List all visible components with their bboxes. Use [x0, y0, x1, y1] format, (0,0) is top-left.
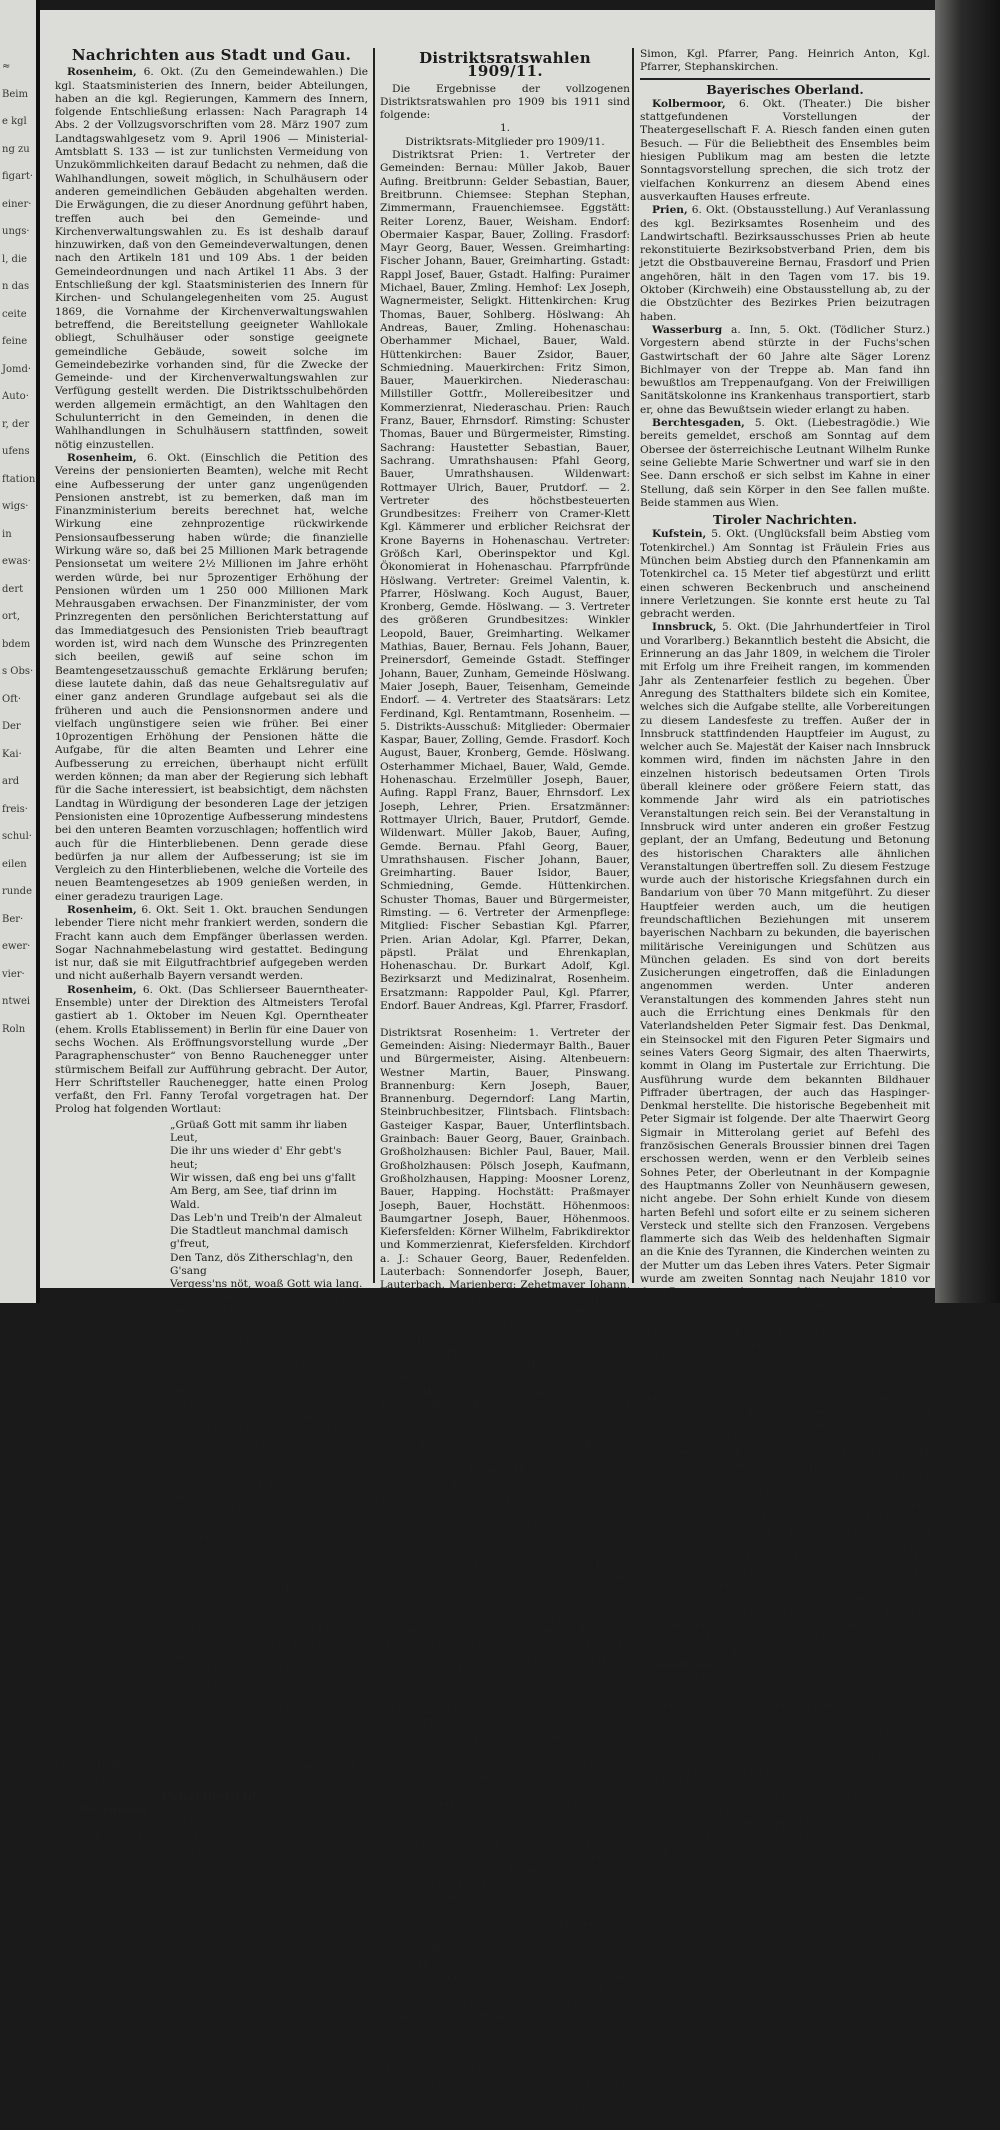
article-kufstein-accident: Kufstein, 5. Okt. (Unglücksfall beim Abstieg vom Totenkirchel.) Am Sonntag ist Fräulein Fries aus München beim Abstieg durch den Pfannenkamin am Totenkirchel ca. 15 Meter tief abgestürzt und erlitt einen schweren Beckenbruch und anscheinend innere Verletzungen. Sie konnte erst heute zu Tal gebracht werden. — [640, 528, 930, 621]
article-prien-fruit-exhibition: Prien, 6. Okt. (Obstausstellung.) Auf Veranlassung des kgl. Bezirksamtes Rosenheim und des Landwirtschaftl. Bezirksausschusses Prien ab heute rekonstituierte Bezirksobstverband Prien, dem bis jetzt die Obstbauvereine Bernau, Frasdorf und Prien angehören, hält in den Tagen vom 17. bis 19. Oktober (Kirchweih) eine Obstausstellung ab, zu der die Obstzüchter des Bezirkes Prien beizutragen haben. — [640, 204, 930, 323]
fragment-line: ewas· — [2, 556, 31, 567]
fragment-line: e kgl — [2, 116, 27, 127]
fragment-line: feine — [2, 336, 28, 347]
article-berchtesgaden-tragedy: Berchtesgaden, 5. Okt. (Liebestragödie.) Wie bereits gemeldet, erschoß am Sonntag auf dem Obersee der österreichische Leutnant Wilhelm Runke seine Geliebte Marie Schwertner und warf sie in den See. Dann erschoß er sich selbst im Kahne in einer Stellung, daß sein Körper in den See fallen mußte. Beide stammen aus Wien. — [640, 417, 930, 509]
fragment-line: ≈ — [2, 61, 11, 72]
fragment-line: Oft· — [2, 693, 22, 705]
fragment-line: l, die — [2, 253, 28, 265]
fragment-line: ceite — [2, 308, 27, 320]
fragment-line: Beim — [2, 88, 28, 100]
fragment-line: Ber· — [2, 913, 24, 925]
page-edge-shadow — [935, 0, 1000, 1303]
fragment-line: in — [2, 528, 12, 540]
article-innsbruck-centenary: Innsbruck, 5. Okt. (Die Jahrhundertfeier in Tirol und Vorarlberg.) Bekanntlich besteht die Absicht, die Erinnerung an das Jahr 1809, in welchem die Tiroler mit Erfolg um ihre Freiheit rangen, im kommenden Jahr als Zentenarfeier festlich zu begehen. Über Anregung des Statthalters bildete sich ein Komitee, welches sich die Aufgabe stellte, alle Vorbereitungen zu diesem Landesfeste zu treffen. Außer der in Innsbruck stattfindenden Hauptfeier im August, zu welcher auch Se. Majestät der Kaiser nach Innsbruck kommen wird, finden im nächsten Jahre in den einzelnen historisch bedeutsamen Orten Tirols überall kleinere oder größere Feiern statt, das kommende Jahr wird als ein patriotisches Veranstaltungen reich sein. Bei der Veranstaltung in Innsbruck wird unter anderen ein großer Festzug geplant, der an Umfang, Bedeutung und Betonung des historischen Charakters alle ähnlichen Veranstaltungen übertreffen soll. Zu diesem Festzuge wurde auch der historische Kriegsfahnen durch ein Bandarium von über 70 Mann mitgeführt. Zu dieser Hauptfeier werden auch, um die heutigen freundschaftlichen Beziehungen mit unserem bayerischen Nachbarn zu bekunden, die bayerischen militärische Vereinigungen und Schützen aus München geladen. Es sind von dort bereits Zusicherungen eingetroffen, daß die Einladungen angenommen werden. Unter anderen Veranstaltungen des kommenden Jahres steht nun auch die Errichtung eines Denkmals für den Vaterlandshelden Peter Sigmair fest. Das Denkmal, ein Steinsockel mit den Figuren Peter Sigmairs und seines Vaters Georg Sigmair, des alten Thaerwirts, kommt in Olang im Pustertale zur Errichtung. Die Ausführung wurde dem bekannten Bildhauer Piffrader übertragen, der auch das Haspinger-Denkmal herstellte. Die historische Begebenheit mit Peter Sigmair ist folgende. Der alte Thaerwirt Georg Sigmair in Mitterolang geriet auf Befehl des französischen Generals Broussier binnen drei Tagen erschossen werden, wenn er den Verbleib seines Sohnes Peter, der Oberleutnant in der Kompagnie des Hauptmanns Zoller von Neunhäusern gewesen, nicht angebe. Der Sohn erhielt Kunde von diesem harten Befehl und sofort eilte er zu seinem sicheren Versteck und stellte sich den Franzosen. Vergebens flammerte sich das Weib des heldenhaften Sigmair an die Knie des Tyrannen, die Kinderchen weinten zu der Mutter um das Leben ihres Vaters. Peter Sigmair wurde am zweiten Sonntag nach Neujahr 1810 vor dem Baumgartnerhause zu Mitterolang erschossen. Die einzige Vergünstigung, welche der Franzose gestattete, war, daß Sigmair nicht, wie es ursprünglich beabsichtigt und angeordnet war, vor seinem Vaterhause erschossen und dann an einem Galgen aufgehängt werden sollte. Das Andenken dieses heldenmütigen Opfers soll so am besten die Nachwelt überliefert. Wie der Festzug und all die übrigen kleinen Einzelheiten aus den Zeiten der Befreiungskriege. Die hervorragendsten Helden und Dulder dieser schweren Zeit sollen nun, wie es sich gebührt, aus Anlaß der Zentenarfeier im kommenden Jahre geehrt werden. Auch das Land Vorarlberg plant eine würdige Begehung des Erinnerungsjahres. Das Komitee, welches sich zu diesem Zwecke bildete, hat am 2. d. Mts. einen Entwurf für einen historischen Schützen- und Soldatenfest-Festzug in Bregenz ausgearbeitet. Der Landeshauptmann, Reichstagsabgeordneter und Herrenhausmitglied Rhomberg, Reichsratsabgeordneter Fink, Bürgermeister Dr. Kinz-Feldkirch, Bürgermeister Dr. Peer-Feldkirch und Landesausschußmitglied Dr. Drexel richteten an das Allerhöchste Hoflager zu Wien an den Kaiser und den Thronfolger Erzherzog Franz Ferdinand zur Teilnahme an dem in Bregenz stattfindenden Vorarlberger Feste einzuladen. Der Erzherzog Eugen wird um die Übernahme des Protektorats des Festzuges gebeten. — [640, 621, 930, 1658]
article-police-rucksack: P. Rosenheim, 6. Okt. Am Samstag abends halb 6 Uhr wurde am hiesigen Bahnhof ein Rucksack entwendet, der dort auf einer Bank lag. Im Rucksack befanden sich ein Paar frisch gesohlte Frauenschuhe und mehrere Romanhefte. — [55, 1803, 368, 1870]
fragment-line: ftation — [2, 473, 36, 485]
article-pensions: Rosenheim, 6. Okt. (Einschlich die Petition des Vereins der pensionierten Beamten), welche mit Recht eine Aufbesserung der unter ganz ungenügenden Pensionen anstrebt, ist zu bemerken, daß man im Finanzministerium bereits berechnet hat, welche Wirkung eine zehnprozentige rückwirkende Pensionsaufbesserung haben würde; die finanzielle Wirkung wäre so, daß bei 25 Millionen Mark betragende Pensionsetat um weitere 2½ Millionen im Jahre erhöht werden würde, bei nur 5prozentiger Erhöhung der Pensionen würden um 1 250 000 Millionen Mark Mehrausgaben erwachsen. Der Finanzminister, der vom Prinzregenten den persönlichen Berichterstattung auf das Immediatgesuch des Pensionisten Trieb beauftragt worden ist, wird nach dem Wunsche des Prinzregenten sich beeilen, gewiß auf seine schon im Beamtengesetzausschuß gemachte Erklärung berufen; diese lautete dahin, daß das neue Gehaltsregulativ auf einer ganz anderen Grundlage aufgebaut sei als die früheren und auch die Pensionsnormen andere und vielfach ungünstigere seien wie früher. Bei einer 10prozentigen Erhöhung der Pensionen hätte die Aufgabe, für die alten Beamten und Lehrer eine Aufbesserung zu erreichen, überhaupt nicht erfüllt werden können; da man aber der Regierung sich lebhaft für die Sache interessiert, ist beabsichtigt, dem nächsten Landtag in Würdigung der besonderen Lage der jetzigen Pensionisten eine 10prozentige Aufbesserung mindestens bei den unteren Beamten vorzuschlagen; hoffentlich wird auch für die Hinterbliebenen. Denn gerade diese bedürfen ja nur allem der Aufbesserung; ist sie im Vergleich zu den Hinterbliebenen, welche die Vorteile des neuen Beamtengesetzes ab 1909 genießen werden, in einer geradezu traurigen Lage. — [55, 451, 368, 903]
article-innsbruck-train-death: Innsbruck, 4. Okt. (Vom Zuge getötet.) Der Zeltwarenfabrikant Fritz Spiegel aus Innsbruck, früher Kronenwirt in Oberdorf, fuhr am 2. d. Mts. abends mit seinem zweispännigen Fuhrwerk von Bregenz nach Dornbirn zurück. In der Nähe von Lauterach befand sich er an der Kreuzung der Reichsstraße mit der Arlbergbahn vor einem herannahenden Zuge, er fuhr in der Dunkelheit auf den Bahnkörper hinauf. Die Pferde rissen sich von der Deichsel los, der Wagen aber, in dem Spiegel saß, wurde zertrümmert. Der Mann wurde von der Lokomotive erfaßt und ein Stück weit mitgeschleift. Als man den Zug zum Stehen brachte, fand man den Körper des Mannes in gräßlich zerfetztem Zustande auf. Er starb auf der Stelle. — [640, 1658, 930, 1857]
article-kolbermoor-theater: Kolbermoor, 6. Okt. (Theater.) Die bisher stattgefundenen Vorstellungen der Theatergesellschaft F. A. Riesch fanden einen guten Besuch. — Für die Beliebtheit des Ensembles beim hiesigen Publikum mag am besten die letzte Sonntagsvorstellung sprechen, die sich trotz der vielfachen Konkurrenz an diesem Abend eines ausverkauften Hauses erfreute. — [640, 97, 930, 203]
section-heading-tyrol-news: Tiroler Nachrichten. — [712, 512, 858, 528]
fragment-line: dert — [2, 583, 24, 595]
section-numeral: 1. — [499, 122, 511, 135]
fragment-line: Auto· — [2, 391, 29, 402]
column-3 — [632, 48, 930, 1857]
fragment-line: wigs· — [2, 501, 29, 512]
section-heading-bavarian-oberland: Bayerisches Oberland. — [706, 81, 864, 97]
fragment-line: Der — [2, 721, 21, 732]
district-members-list: Distriktsrat Prien: 1. Vertreter der Gemeinden: Bernau: Müller Jakob, Bauer Aufing. Breitbrunn: Gelder Sebastian, Bauer, Breitbrunn. Chiemsee: Stephan Stephan, Zimmermann, Frauenchiemsee. Eggstätt: Reiter Lorenz, Bauer, Weisham. Endorf: Obermaier Kaspar, Bauer, Zolling. Frasdorf: Mayr Georg, Bauer, Wessen. Greimharting: Fischer Johann, Bauer, Greimharting. Gstadt: Rappl Josef, Bauer, Gstadt. Halfing: Puraimer Michael, Bauer, Zmling. Hemhof: Lex Joseph, Wagnermeister, Seligkt. Hittenkirchen: Krug Thomas, Bauer, Sohlberg. Höslwang: Ah Andreas, Bauer, Zmling. Hohenaschau: Oberhammer Michael, Bauer, Wald. Hüttenkirchen: Bauer Zsidor, Bauer, Schmiedning. Mauerkirchen: Fritz Simon, Bauer, Mauerkirchen. Niederaschau: Millstiller Gottfr., Mollereibesitzer und Kommerzienrat, Niederaschau. Prien: Rauch Franz, Bauer, Ehrnsdorf. Rimsting: Schuster Thomas, Bauer und Bürgermeister, Rimsting. Sachrang: Haustetter Sebastian, Bauer, Sachrang. Umrathshausen: Pfahl Georg, Bauer, Umrathshausen. Wildenwart: Rottmayer Ulrich, Bauer, Prutdorf. — 2. Vertreter des höchstbesteuerten Grundbesitzes: Freiherr von Cramer-Klett Kgl. Kämmerer und erblicher Reichsrat der Krone Bayerns in Hohenaschau. Vertreter: Größch Karl, Oberinspektor und Kgl. Ökonomierat in Hohenaschau. Pfarrpfründe Höslwang. Vertreter: Greimel Valentin, k. Pfarrer, Höslwang. Koch August, Bauer, Kronberg, Gemde. Höslwang. — 3. Vertreter des größeren Grundbesitzes: Winkler Leopold, Bauer, Greimharting. Welkamer Mathias, Bauer, Bernau. Fels Johann, Bauer, Preinersdorf, Gemeinde Gstadt. Steffinger Johann, Bauer, Zunham, Gemeinde Höslwang. Maier Joseph, Bauer, Teisenham, Gemeinde Endorf. — 4. Vertreter des Staatsärars: Letz Ferdinand, Kgl. Rentamtmann, Rosenheim. — 5. Distrikts-Ausschuß: Mitglieder: Obermaier Kaspar, Bauer, Zolling, Gemde. Frasdorf. Koch August, Bauer, Kronberg, Gemde. Höslwang. Osterhammer Michael, Bauer, Wald, Gemde. Hohenaschau. Erzelmüller Joseph, Bauer, Aufing. Rappl Franz, Bauer, Ehrnsdorf. Lex Joseph, Lehrer, Prien. Ersatzmänner: Rottmayer Ulrich, Bauer, Prutdorf, Gemde. Wildenwart. Müller Jakob, Bauer, Aufing, Gemde. Bernau. Pfahl Georg, Bauer, Umrathshausen. Fischer Johann, Bauer, Greimharting. Bauer Isidor, Bauer, Schmiedning, Gemde. Hüttenkirchen. Schuster Thomas, Bauer und Bürgermeister, Rimsting. — 6. Vertreter der Armenpflege: Mitglied: Fischer Sebastian Kgl. Pfarrer, Prien. Arian Adolar, Kgl. Pfarrer, Dekan, päpstl. Prälat und Ehrenkaplan, Hohenaschau. Dr. Burkart Adolf, Kgl. Bezirksarzt und Medizinalrat, Rosenheim. Ersatzmann: Rappolder Paul, Kgl. Pfarrer, Endorf. Bauer Andreas, Kgl. Pfarrer, Frasdorf. Distriktsrat Rosenheim: 1. Vertreter der Gemeinden: Aising: Niedermayr Balth., Bauer und Bürgermeister, Aising. Altenbeuern: Westner Martin, Bauer, Pinswang. Brannenburg: Kern Joseph, Bauer, Brannenburg. Degerndorf: Lang Martin, Steinbruchbesitzer, Flintsbach. Flintsbach: Gasteiger Kaspar, Bauer, Unterflintsbach. Grainbach: Bauer Georg, Bauer, Grainbach. Großholzhausen: Bichler Paul, Bauer, Mail. Großholzhausen: Pölsch Joseph, Kaufmann, Großholzhausen, Happing: Moosner Lorenz, Bauer, Happing. Hochstätt: Praßmayer Joseph, Bauer, Hochstätt. Höhenmoos: Baumgartner Joseph, Bauer, Höhenmoos. Kiefersfelden: Körner Wilhelm, Fabrikdirektor und Kommerzienrat, Kiefersfelden. Kirchdorf a. J.: Schauer Georg, Bauer, Redenfelden. Lauterbach: Sonnendorfer Joseph, Bauer, Lauterbach. Marienberg: Zehetmayer Johann, Bauer, Germering. Neubeuern: Wisböck Joseph, Bauer, Gemde. Neubeuern. Niederaudorf: Rechenauer Andreas, Gastwirt, Persdorf. Niederaudorf: Gruber Ludwig, Bauer, Niederaudorf. Nußdorf: Dettendorfer Wolfgang, Bauer, Überfilzen. Oberaudorf: Hagen Karl, Apotheker, Oberaudorf. Pang: Bauer, Hohenofen. Pfraundorf: Reitschuster Thomas, Bauer, Breitaich. Prutting: Kronast Johann, Bauer, Mangolding. Riedering: Berger Joseph, Bauer, Kaltenbach. Rohrdorf: Bauer Anton, Bauer, Zaisering. Söchtenau: Brunner Joseph, Bauer, Timming. Stephanskirchen: Stein Johann, Bauer, Hundham. Thansau: Ortmayer Balthasar, Bauer, Rohrdorf. Tuntenhausen: Binder Peter, Schmiedmeister, Esbaum. Vogtareuth: Winterholler Fr., Fabrikbes., Stephanskirchen. Törwang: Pallauf Jos., Gastwirt, Törwang. Westerndorf: Hoffstetter Jos., Bürgermeister, Vogtareuth. Westerndorf: Kiener Georg, Bauer, Pfaffenhofen. — 2. Vertreter des höchstbesteuerten Grundbesitzes: Steinbeis Otto, Kommerzienrat, Degerndorf. Menbestadt Jan, Freiherr von Schloßgutsbesitzer, Neubeuern. Reinhard Max, Schloßgutsbesitzer und Kgl. Major a. D. Brannenburg, Oberhammer Hugo, Gutsbesitzer, München. — 3. Vertreter der größeren Grundbesitzes: Wagner Joseph, Bauer, Wang. Sailer Joseph, Mühlbesitzer, Mühlgrünmühle. Guggenberger Joseph, Bauer, Fürstätt, Gemde. Pang. Sandbichler Joseph, Bauer, Piezing. Danner Matthäus, Bauer, Lohen, Gemde. Marienberg. Auer Joseph, Bauer, Mühlau, Gemde. Kiefersfelden. Fürst August, Mühlbesitzer, Gang. Steinegger Johann, Bauer, Vogtareuth. Klöo Stephan, Bauer, Baierbach, Gemde. Stephanskirchen. — 4. Vertreter des Staatsärars: Letz Ferdinand, Kgl. Rentamtmann, Rosenheim. — 5. Distrikts-Ausschuß: Mitglieder: Brunner Joseph, Bauer, Timming, Gemde. Söchtering. Wisböck Joseph, Bauer, Neubeuern. Dinzenhofer Frz., Bauer, Hahenofen, Gemde. Pang. Steinbeis Otto, Kommerzienrat, Degerndorf. Sandbichler Joseph, Bauer, Piezing. Kiener Georg, Bauer, Pfaffenhofen, Gemde. Westerndorf. Ersatzmänner: Wagner Joseph, Bauer, Wang. Praßmayer Joseph, Bauer, Hochstätt. Sailer Joseph, Mühlbesitzer, Mühlgrünmühle, Gemde. Aising. Gruber Ludwig, Bauer, Niederaudorf. Winderholler Franz, Fabrikbesitzer, Stephanskirchen. Huber Joseph, Bauer, Fürstätt, Gemde. Westerndorf. — 6. Vertreter der Armenpflege: Mitglieder: Rapl Joseph, Kgl. Pfarrer und Distriktsschulinspektor, Neubeuern. Bed Martin, Kgl. Pfarrer und Distriktsschulinspektor, Oberaudorf. Dr. Burkart Adolf, Kgl. Bezirksarzt und Medizinalrat, Rosenheim. Ersatzmänner: Irlbacher Simon, — [380, 149, 630, 2130]
fragment-line: ard — [2, 776, 20, 787]
fragment-line: ewer· — [2, 941, 31, 952]
column-2 — [373, 48, 630, 2130]
section-heading-police-report: Polizeibericht. — [160, 1787, 263, 1803]
fragment-line: vier· — [2, 968, 25, 980]
fragment-line: ungs· — [2, 226, 30, 237]
article-wasserburg-fall: Wasserburg a. Inn, 5. Okt. (Tödlicher Sturz.) Vorgestern abend stürzte in der Fuchs'schen Gastwirtschaft der 60 Jahre alte Säger Lorenz Bichlmayer von der Treppe ab. Man fand ihn bewußtlos am Treppenaufgang. Von der Freiwilligen Sanitätskolonne ins Krankenhaus transportiert, starb er, ohne das Bewußtsein wieder erlangt zu haben. — [640, 323, 930, 416]
fragment-line: Roln — [2, 1023, 26, 1035]
fragment-line: eilen — [2, 858, 27, 870]
fragment-line: figart· — [2, 171, 34, 182]
fragment-line: Jomd· — [2, 363, 32, 375]
fragment-line: freis· — [2, 803, 28, 815]
newspaper-page — [40, 10, 935, 2130]
article-peasant-theater: Rosenheim, 6. Okt. (Das Schlierseer Bauerntheater-Ensemble) unter der Direktion des Altmeisters Terofal gastiert ab 1. Oktober im Neuen Kgl. Operntheater (ehem. Krolls Etablissement) in Berlin für eine Dauer von sechs Wochen. Als Eröffnungsvorstellung wurde „Der Paragraphenschuster“ von Benno Rauchenegger unter stürmischem Beifall zur Aufführung gebracht. Der Autor, Herr Schriftsteller Rauchenegger, hatte einen Prolog verfaßt, den Frl. Fanny Terofal vorgetragen hat. Der Prolog hat folgenden Wortlaut: — [55, 983, 368, 1116]
section-heading-local-news: Nachrichten aus Stadt und Gau. — [71, 46, 352, 64]
fragment-line: r, der — [2, 418, 30, 430]
adjacent-page-fragment — [0, 0, 40, 1303]
section-heading-district-elections: Distriktsratswahlen 1909/11. — [419, 49, 591, 81]
fragment-line: ng zu — [2, 143, 30, 155]
divider — [640, 78, 930, 80]
fragment-line: ufens — [2, 446, 30, 457]
fragment-line: ort, — [2, 611, 20, 622]
fragment-line: Kai· — [2, 748, 22, 760]
district-members-subheading: Distriktsrats-Mitglieder pro 1909/11. — [405, 135, 605, 148]
fragment-line: s Obs· — [2, 666, 34, 677]
district-list-continuation: Simon, Kgl. Pfarrer, Pang. Heinrich Anton, Kgl. Pfarrer, Stephanskirchen. — [640, 48, 930, 74]
fragment-line: ntwei — [2, 996, 31, 1007]
fragment-line: runde — [2, 886, 32, 897]
prologue-poem: „Grüaß Gott mit samm ihr liaben Leut, Die ihr uns wieder d' Ehr gebt's heut; Wir wissen, daß eng bei uns g'fallt Am Berg, am See, tiaf drinn im Wald. Das Leb'n und Treib'n der Almaleut Die Stadtleut manchmal damisch g'freut, Den Tanz, dös Zitherschlag'n, den G'sang Vergess'ns nöt, woaß Gott wia lang. In unsrer Hoamat werd's jetzt fad, Denn 's letzte Groamat is scho' g'maht, Die Alma lieg'n scho' ganz verschneit, Koan Juhazer hörst weit und breit, Koa Glöckerl ma' von oben hört, Denn 's Almvieh is im Stall eing'sperrt, Und dö dazua g'hört, d' Sennerin, Dö hockt recht fad im Stüberl drinn. Wenn's so is, nachat packt ma z'samm 's Theater, d' Musi, was ma ham, Und roas'n damit umanand, Denn spiel'n könn' ma ja allerhand. Wir bringan Gmüat, wir bringan Scherz, Wir geb'n eng unser ganzes Herz; Net, daß wir damit aufdrah'n woll'n, Na, na, wir tuan gar net so g'schwoll'n, Wir werd'n heut aus dem Bauernleb'n Was Lustig's eng zum Besten geb'n. Zum Lach'n was, net zum Studiern, Wir wollen's mit an G'spaß probiern, Denn ernst is Leben mehr als gnua Und oft kimmt's Unglück a dazua. I denk', nach Tages Müh und Last Is Frohsinn doch der beste Gast, Und in dem Sinn bitt i um Gunst Für uns're schlichte Bauernkunst.“ — [170, 1118, 368, 1730]
fragment-line: schul· — [2, 831, 32, 842]
fragment-line: einer· — [2, 198, 32, 210]
fragment-line: n das — [2, 281, 30, 292]
column-1 — [55, 45, 368, 1870]
article-municipal-elections: Rosenheim, 6. Okt. (Zu den Gemeindewahlen.) Die kgl. Staatsministerien des Innern, beider Abteilungen, haben an die kgl. Regierungen, Kammern des Innern, folgende Entschließung erlassen: Nach Paragraph 14 Abs. 2 der Vollzugsvorschriften vom 28. März 1907 zum Landtagswahlgesetz vom 9. April 1906 — Ministerial-Amtsblatt S. 133 — ist zur tunlichsten Vermeidung von Unzukömmlichkeiten darauf Bedacht zu nehmen, daß die Wahlhandlungen, soweit möglich, in Schulhäusern oder anderen gemeindlichen Gebäuden abgehalten werden. Die Erwägungen, die zu dieser Anordnung geführt haben, treffen auch bei den Gemeinde- und Kirchenverwaltungswahlen zu. Es ist deshalb darauf hinzuwirken, daß von den Gemeindeverwaltungen, denen nach den Artikeln 181 und 109 Abs. 1 der beiden Gemeindeordnungen und nach Artikel 11 Abs. 3 der Entschließung der kgl. Staatsministerien des Innern für Kirchen- und Schulangelegenheiten vom 25. August 1869, die Vornahme der Kirchenverwaltungswahlen betreffend, die Bereitstellung geeigneter Wahllokale obliegt, Schulhäuser oder sonstige geeignete gemeindliche Gebäude, soweit solche im Gemeindebezirke vorhanden sind, für die Zwecke der Gemeinde- und der Kirchenverwaltungswahlen zur Verfügung gestellt werden. Die Distriktsschulbehörden werden allgemein ermächtigt, an den Wahltagen den Schulunterricht in den Gemeinden, in denen die Wahlhandlungen in Schulhäusern stattfinden, soweit nötig einzustellen. — [55, 66, 368, 451]
article-theater-reception: Das Volksstück „Der Paragraphenschuster“ wurde bei ausverkauftem Hause mit größter Freude aufgenommen und Herr Benno Rauchenegger wiederholt nach Schluß der Aufführung vor die Rampe gerufen. — [55, 1732, 368, 1785]
district-elections-intro: Die Ergebnisse der vollzogenen Distriktsratswahlen pro 1909 bis 1911 sind folgende: — [380, 82, 630, 122]
fragment-line: bdem — [2, 638, 31, 650]
article-live-animal-shipping: Rosenheim, 6. Okt. Seit 1. Okt. brauchen Sendungen lebender Tiere nicht mehr frankiert werden, sondern die Fracht kann auch dem Empfänger überlassen werden. Sogar Nachnahmebelastung wird gestattet. Bedingung ist nur, daß sie mit Eilgutfrachtbrief aufgegeben werden und nicht außerhalb Bayern versandt werden. — [55, 904, 368, 983]
